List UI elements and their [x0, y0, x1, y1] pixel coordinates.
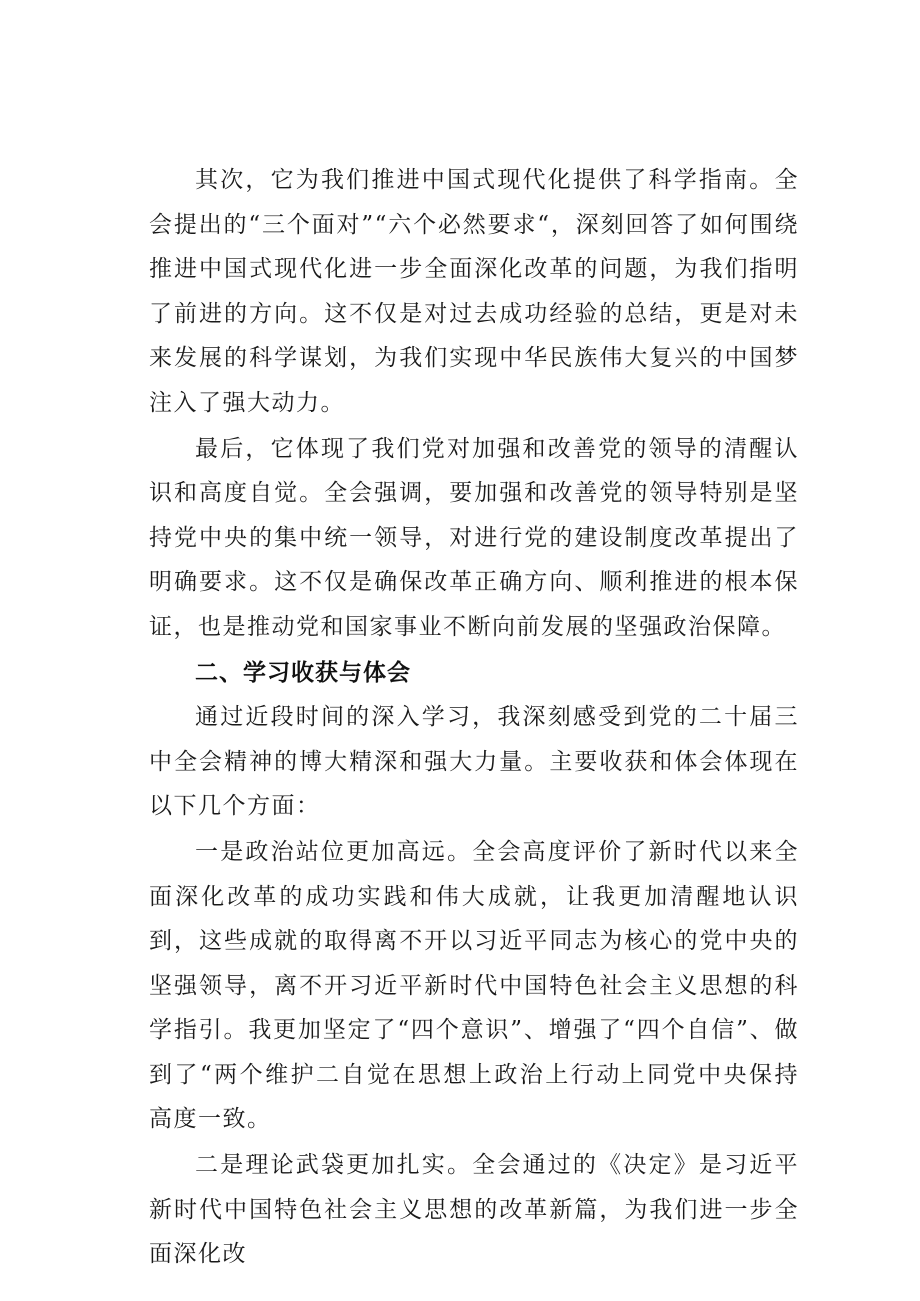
paragraph-study-intro: 通过近段时间的深入学习，我深刻感受到党的二十届三中全会精神的博大精深和强大力量。主要收获和体会体现在以下几个方面： [149, 704, 799, 820]
section-heading: 二、学习收获与体会 [195, 659, 411, 686]
paragraph-finally: 最后，它体现了我们党对加强和改善党的领导的清醒认识和高度自觉。全会强调，要加强和改善党的领导特别是坚持党中央的集中统一领导，对进行党的建设制度改革提出了明确要求。这不仅是确保改革正确方向、顺利推进的根本保证，也是推动党和国家事业不断向前发展的坚强政治保障。 [149, 435, 799, 640]
paragraph-secondly: 其次，它为我们推进中国式现代化提供了科学指南。全会提出的“三个面对”“六个必然要求“，深刻回答了如何围绕推进中国式现代化进一步全面深化改革的问题，为我们指明了前进的方向。这不仅是对过去成功经验的总结，更是对未来发展的科学谋划，为我们实现中华民族伟大复兴的中国梦注入了强大动力。 [149, 167, 799, 416]
paragraph-theory-armament: 二是理论武袋更加扎实。全会通过的《决定》是习近平新时代中国特色社会主义思想的改革新篇，为我们进一步全面深化改 [149, 1152, 799, 1268]
document-body [149, 158, 799, 1278]
paragraph-political-stance: 一是政治站位更加高远。全会高度评价了新时代以来全面深化改革的成功实践和伟大成就，让我更加清醒地认识到，这些成就的取得离不开以习近平同志为核心的党中央的坚强领导，离不开习近平新时代中国特色社会主义思想的科学指引。我更加坚定了“四个意识”、增强了“四个自信”、做到了“两个维护二自觉在思想上政治上行动上同党中央保持高度一致。 [149, 838, 799, 1133]
